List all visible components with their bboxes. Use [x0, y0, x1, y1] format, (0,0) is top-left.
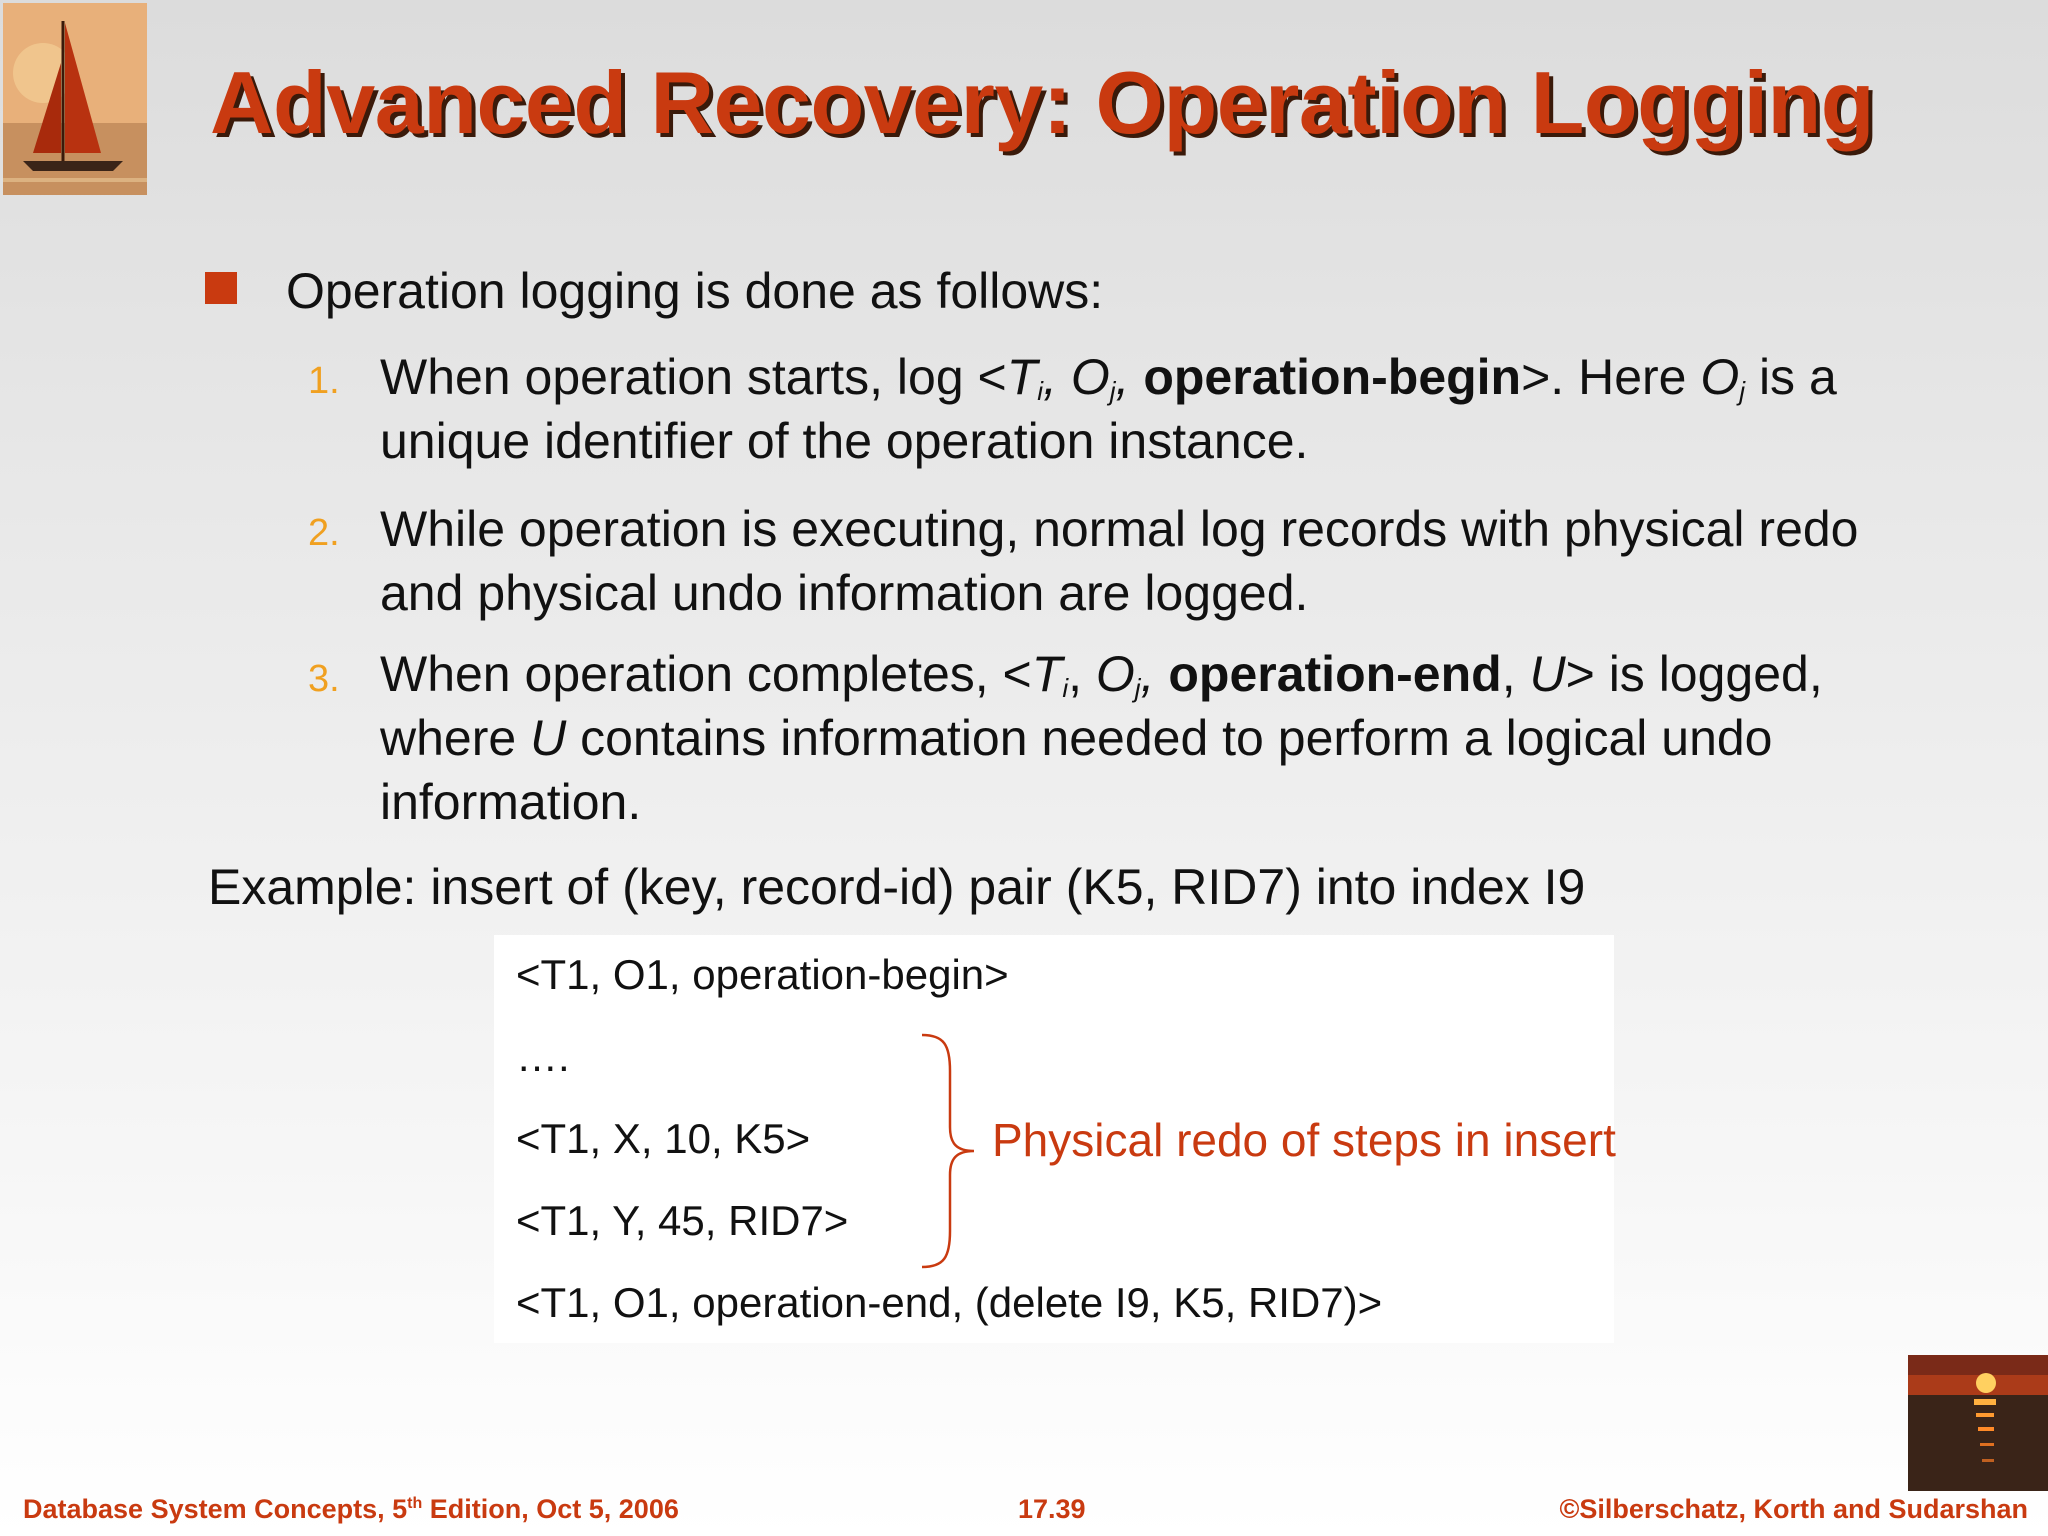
step-number: 2.: [308, 512, 340, 554]
slide-title: Advanced Recovery: Operation Logging: [210, 53, 1875, 152]
log-line: <T1, O1, operation-begin>: [516, 951, 1009, 998]
footer-book-info: Database System Concepts, 5th Edition, Oct 5, 2006: [23, 1494, 679, 1524]
sunset-image: [1908, 1355, 2048, 1491]
log-line: <T1, X, 10, K5>: [516, 1115, 811, 1162]
step-1-text: When operation starts, $\log <T_i$, $O_j$, operation-begin>. Here $O_j$ is a unique identifier of the operation instance.: [380, 349, 1837, 469]
example-text: Example: insert of (key, record-id) pair (K5, RID7) into index I9: [208, 859, 1586, 915]
log-line: <T1, O1, operation-end, (delete I9, K5, RID7)>: [516, 1279, 1383, 1326]
keyword-operation-end: operation-end: [1168, 646, 1502, 702]
right-brace-icon: [914, 1031, 984, 1271]
footer-slide-number: 17.39: [1018, 1494, 1086, 1524]
log-line: <T1, Y, 45, RID7>: [516, 1197, 849, 1244]
step-number: 1.: [308, 360, 340, 402]
log-records-box: [494, 935, 1614, 1343]
intro-text: Operation logging is done as follows:: [286, 263, 1104, 319]
square-bullet-icon: [205, 272, 237, 304]
brace-label: Physical redo of steps in insert: [992, 1114, 1616, 1166]
step-2-text: While operation is executing, normal log records with physical redo and physical undo information are logged.: [380, 501, 1859, 621]
step-3-text: When operation completes, $<T_i$, $O_j$, operation-end, U> is logged, where U contains information needed to perform a logical undo information.: [380, 646, 1823, 830]
step-number: 3.: [308, 658, 340, 700]
footer-copyright: ©Silberschatz, Korth and Sudarshan: [1559, 1494, 2028, 1524]
log-line: ….: [516, 1033, 570, 1080]
keyword-operation-begin: operation-begin: [1143, 349, 1522, 405]
sailboat-logo: [3, 3, 147, 195]
